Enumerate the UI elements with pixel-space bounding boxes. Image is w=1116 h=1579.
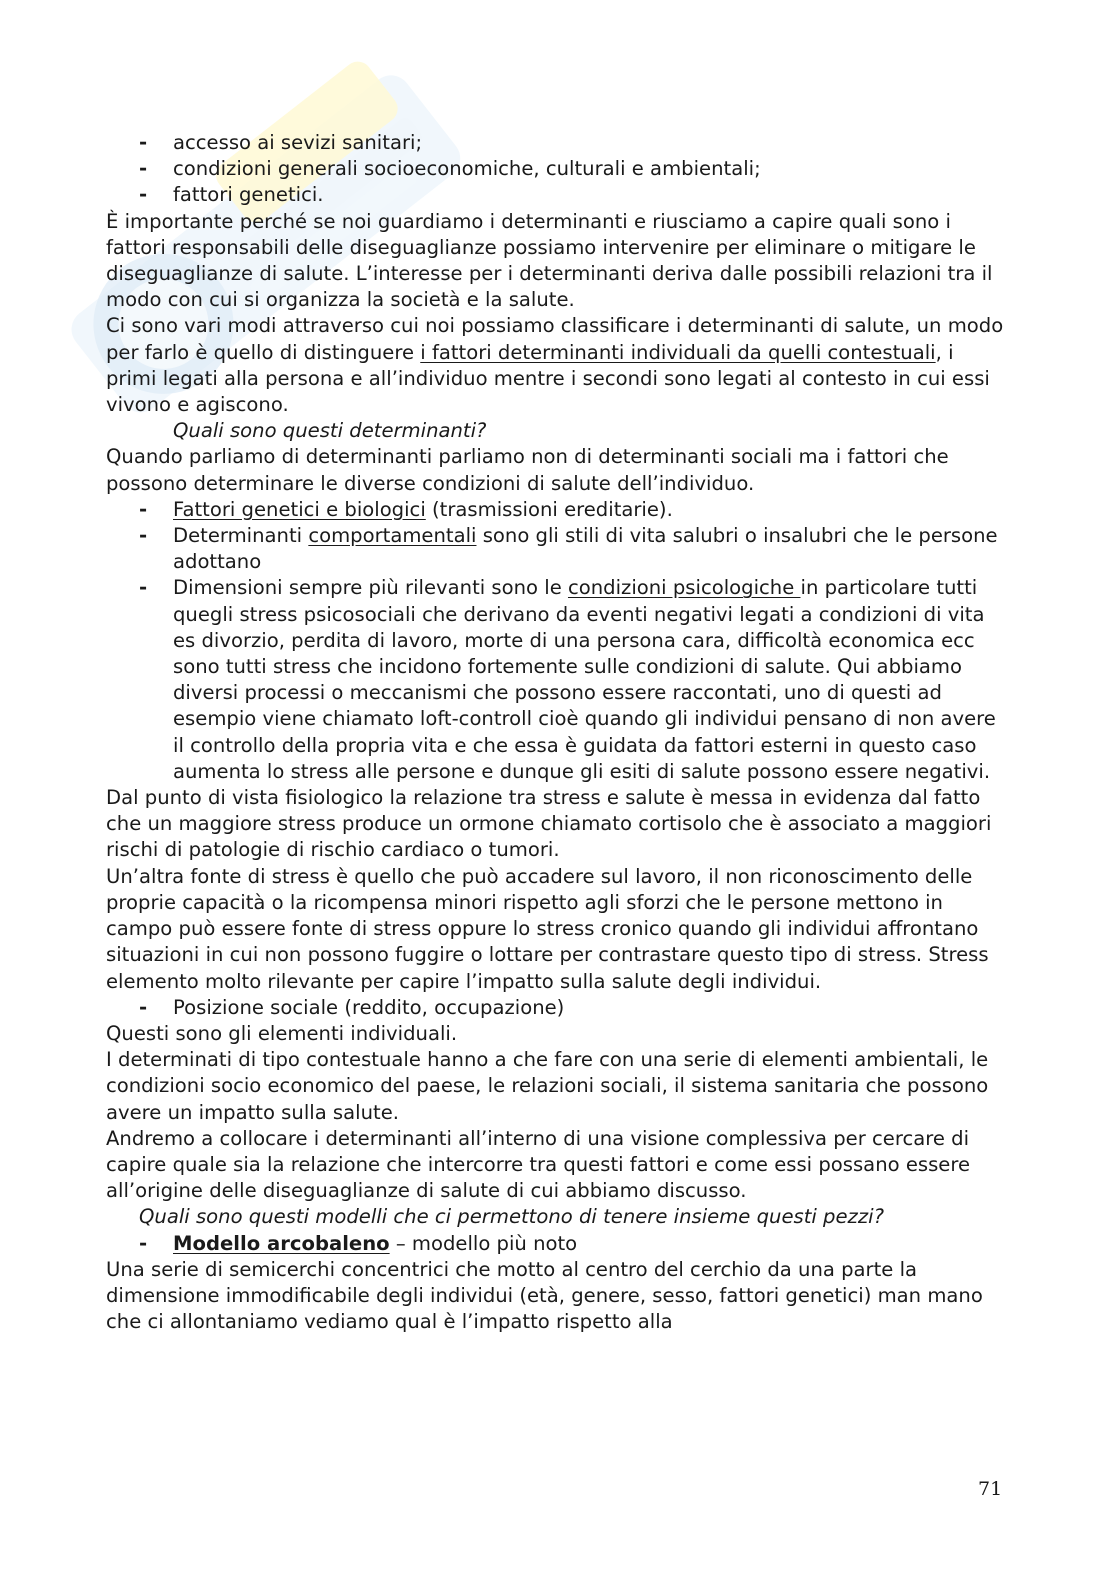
list-item: - Modello arcobaleno – modello più noto — [106, 1231, 1006, 1257]
underlined-term: comportamentali — [308, 524, 477, 548]
paragraph: È importante perché se noi guardiamo i determinanti e riusciamo a capire quali sono i fattori responsabili delle diseguaglianze possiamo intervenire per eliminare o mitigare le diseguaglianze di salute. L’interesse per i determinanti deriva dalle possibili relazioni tra il modo con cui si organizza la società e la salute. — [106, 209, 993, 312]
underlined-term: condizioni psicologiche — [567, 576, 801, 600]
bullet-dash: - — [139, 183, 148, 207]
bullet-dash: - — [139, 576, 148, 600]
question-heading: Quali sono questi determinanti? — [173, 419, 487, 443]
list-item: - accesso ai sevizi sanitari; — [106, 130, 1006, 156]
paragraph: Andremo a collocare i determinanti all’interno di una visione complessiva per cercare di capire quale sia la relazione che intercorre tra questi fattori e come essi possano essere all’origine delle diseguaglianze di salute di cui abbiamo discusso. — [106, 1126, 971, 1203]
list-item: - Determinanti comportamentali sono gli stili di vita salubri o insalubri che le persone adottano — [139, 524, 998, 574]
paragraph: I determinati di tipo contestuale hanno a che fare con una serie di elementi ambientali, le condizioni socio economico del paese, le relazioni sociali, il sistema sanitaria che possono avere un impatto sulla salute. — [106, 1048, 989, 1124]
paragraph: Quando parliamo di determinanti parliamo non di determinanti sociali ma i fattori che possono determinare le diverse condizioni di salute dell’individuo. — [106, 445, 949, 495]
paragraph: Questi sono gli elementi individuali. — [106, 1021, 458, 1045]
bullet-dash: - — [139, 995, 148, 1019]
bullet-dash: - — [139, 1231, 148, 1255]
bullet-dash: - — [139, 131, 148, 154]
page-number: 71 — [978, 1478, 1003, 1500]
paragraph: Dal punto di vista fisiologico la relazione tra stress e salute è messa in evidenza dal fatto che un maggiore stress produce un ormone chiamato cortisolo che è associato a maggiori rischi di patologie di rischio cardiaco o tumori. — [106, 786, 992, 862]
document-body — [106, 130, 1006, 1335]
underlined-term: Fattori genetici e biologici — [173, 497, 426, 521]
list-item: - Dimensioni sempre più rilevanti sono le condizioni psicologiche in particolare tutti quegli stress psicosociali che derivano da eventi negativi legati a condizioni di vita es divorzio, perdita di lavoro, morte di una persona cara, difficoltà economica ecc sono tutti stress che incidono fortemente sulle condizioni di salute. Qui abbiamo diversi processi o meccanismi che possono essere raccontati, uno di questi ad esempio viene chiamato loft-controll cioè quando gli individui pensano di non avere il controllo della propria vita e che essa è guidata da fattori esterni in questo caso aumenta lo stress alle persone e dunque gli esiti di salute possono essere negativi. — [139, 576, 996, 783]
list-item: - condizioni generali socioeconomiche, culturali e ambientali; — [106, 156, 1006, 182]
bullet-dash: - — [139, 524, 148, 548]
paragraph: Un’altra fonte di stress è quello che può accadere sul lavoro, il non riconoscimento delle proprie capacità o la ricompensa minori rispetto agli sforzi che le persone mettono in campo può essere fonte di stress oppure lo stress cronico quando gli individui affrontano situazioni in cui non possono fuggire o lottare per contrastare questo tipo di stress. Stress elemento molto rilevante per capire l’impatto sulla salute degli individui. — [106, 864, 989, 993]
list-item: - fattori genetici. — [106, 182, 1006, 208]
underlined-term: i fattori determinanti individuali da quelli contestuali — [420, 340, 936, 364]
bullet-dash: - — [139, 497, 148, 521]
paragraph: Una serie di semicerchi concentrici che motto al centro del cerchio da una parte la dimensione immodificabile degli individui (età, genere, sesso, fattori genetici) man mano che ci allontaniamo vediamo qual è l’impatto rispetto alla — [106, 1257, 983, 1334]
paragraph: Ci sono vari modi attraverso cui noi possiamo classificare i determinanti di salute, un modo per farlo è quello di distinguere i fattori determinanti individuali da quelli contestuali, i primi legati alla persona e all’individuo mentre i secondi sono legati al contesto in cui essi vivono e agiscono. — [106, 314, 1004, 417]
model-title: Modello arcobaleno — [173, 1231, 390, 1255]
question-heading: Quali sono questi modelli che ci permettono di tenere insieme questi pezzi? — [139, 1205, 884, 1229]
list-item: - Fattori genetici e biologici (trasmissioni ereditarie). — [106, 497, 1006, 523]
bullet-dash: - — [139, 157, 148, 181]
list-item: - Posizione sociale (reddito, occupazione) — [106, 995, 1006, 1021]
